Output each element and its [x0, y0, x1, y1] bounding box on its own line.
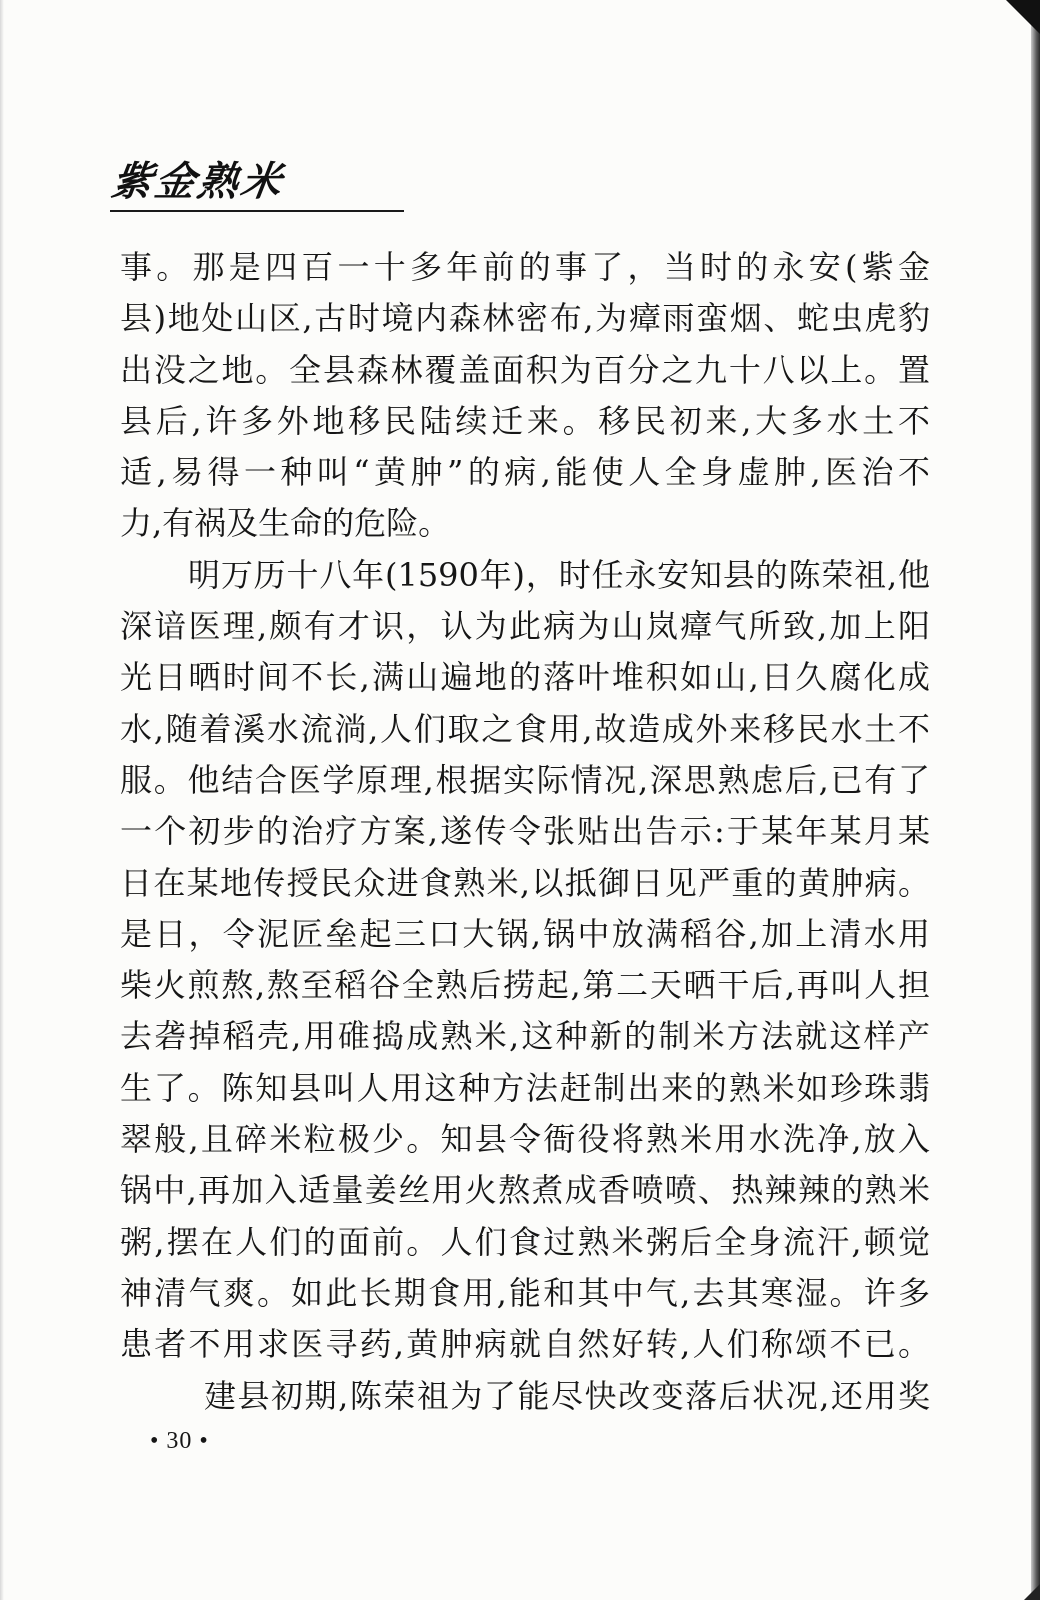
text-line: 日在某地传授民众进食熟米,以抵御日见严重的黄肿病。 — [120, 863, 930, 902]
text-line: 深谙医理,颇有才识，认为此病为山岚瘴气所致,加上阳 — [120, 607, 930, 646]
text-line: 县)地处山区,古时境内森林密布,为瘴雨蛮烟、蛇虫虎豹 — [120, 299, 930, 338]
text-line: 事。那是四百一十多年前的事了，当时的永安(紫金 — [120, 248, 930, 286]
text-line: 力,有祸及生命的危险。 — [120, 504, 451, 543]
scan-edge-left — [0, 0, 4, 1600]
paragraph-start-line: 建县初期,陈荣祖为了能尽快改变落后状况,还用奖 — [204, 1376, 930, 1415]
scan-edge-right — [1031, 0, 1040, 1600]
text-line: 锅中,再加入适量姜丝用火熬煮成香喷喷、热辣辣的熟米 — [120, 1171, 930, 1210]
text-line: 适,易得一种叫“黄肿”的病,能使人全身虚肿,医治不 — [120, 453, 930, 492]
text-line: 一个初步的治疗方案,遂传令张贴出告示:于某年某月某 — [120, 812, 930, 851]
text-line: 是日，令泥匠垒起三口大锅,锅中放满稻谷,加上清水用 — [120, 914, 930, 953]
text-line: 患者不用求医寻药,黄肿病就自然好转,人们称颂不已。 — [120, 1325, 930, 1364]
page-number: • 30 • — [150, 1428, 209, 1454]
running-header — [110, 158, 404, 214]
paragraph-start-line: 明万历十八年(1590年)，时任永安知县的陈荣祖,他 — [188, 555, 930, 594]
text-line: 神清气爽。如此长期食用,能和其中气,去其寒湿。许多 — [120, 1273, 930, 1312]
text-line: 服。他结合医学原理,根据实际情况,深思熟虑后,已有了 — [120, 760, 930, 799]
text-line: 生了。陈知县叫人用这种方法赶制出来的熟米如珍珠翡 — [120, 1068, 930, 1107]
text-line: 光日晒时间不长,满山遍地的落叶堆积如山,日久腐化成 — [120, 658, 930, 697]
text-line: 出没之地。全县森林覆盖面积为百分之九十八以上。置 — [120, 350, 930, 389]
text-line: 县后,许多外地移民陆续迁来。移民初来,大多水土不 — [120, 401, 930, 440]
text-line: 水,随着溪水流淌,人们取之食用,故造成外来移民水土不 — [120, 709, 930, 748]
scan-corner-top-right — [1006, 0, 1040, 34]
text-line: 粥,摆在人们的面前。人们食过熟米粥后全身流汗,顿觉 — [120, 1222, 930, 1261]
text-line: 去砻掉稻壳,用碓捣成熟米,这种新的制米方法就这样产 — [120, 1017, 930, 1056]
text-line: 翠般,且碎米粒极少。知县令衙役将熟米用水洗净,放入 — [120, 1120, 930, 1159]
text-line: 柴火煎熬,熬至稻谷全熟后捞起,第二天晒干后,再叫人担 — [120, 966, 930, 1005]
header-rule — [110, 210, 404, 212]
header-title: 紫金熟米 — [108, 158, 288, 205]
body-text — [120, 242, 930, 1422]
